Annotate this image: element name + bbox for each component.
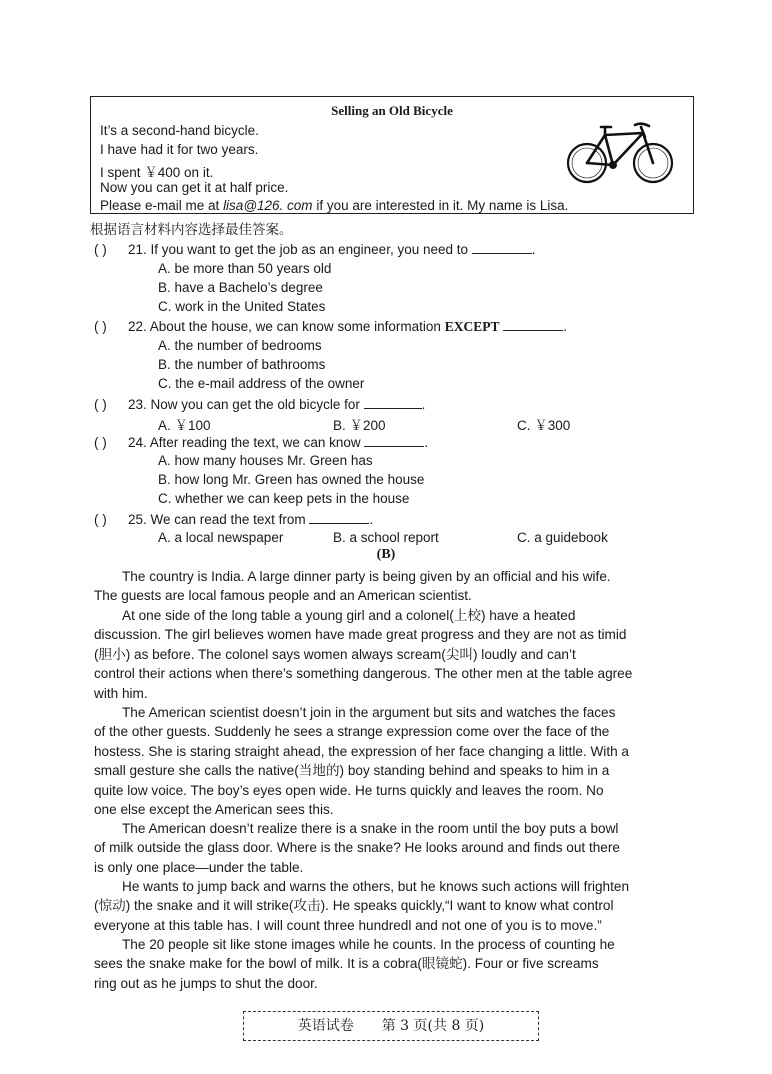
passage-line: The American scientist doesn’t join in the argument but sits and watches the faces (122, 705, 616, 720)
passage-paragraph (94, 606, 696, 703)
page-footer (243, 1011, 539, 1041)
question-23 (94, 396, 425, 412)
question-text: 23. Now you can get the old bicycle for (128, 397, 360, 412)
passage-line: ring out as he jumps to shut the door. (94, 975, 318, 991)
option-a[interactable]: A. ￥100 (158, 418, 211, 433)
answer-blank[interactable] (503, 318, 563, 331)
instruction-text: 根据语言材料内容选择最佳答案。 (90, 222, 293, 237)
passage-line: The 20 people sit like stone images while he counts. In the process of counting he (122, 937, 615, 952)
question-text: 24. After reading the text, we can know (128, 435, 361, 450)
passage-line: discussion. The girl believes women have made great progress and they are not as timid (94, 627, 627, 643)
footer-subject: 英语试卷 (297, 1018, 354, 1034)
ad-line: It’s a second-hand bicycle. (100, 123, 259, 138)
ad-line: I have had it for two years. (100, 142, 259, 157)
bicycle-ad-box (90, 96, 694, 214)
passage-line: sees the snake make for the bowl of milk. It is a cobra(眼镜蛇). Four or five screams (94, 956, 599, 972)
passage-line: The country is India. A large dinner party is being given by an official and his wife. (122, 569, 611, 584)
passage-line: At one side of the long table a young girl and a colonel(上校) have a heated (122, 608, 576, 623)
passage-line: small gesture she calls the native(当地的) boy standing behind and speaks to him in a (94, 763, 610, 779)
passage-line: (胆小) as before. The colonel says women always scream(尖叫) loudly and can’t (94, 646, 576, 662)
option-b[interactable]: B. a school report (333, 530, 439, 545)
option-a[interactable]: A. how many houses Mr. Green has (158, 453, 373, 468)
question-25 (94, 511, 373, 527)
question-text: 21. If you want to get the job as an engineer, you need to (128, 242, 468, 257)
passage-line: He wants to jump back and warns the others, but he knows such actions will frighten (122, 879, 630, 894)
passage-line: everyone at this table has. I will count three hundredl and not one of you is to move.” (94, 917, 602, 933)
question-emphasis: EXCEPT (444, 319, 500, 334)
ad-line: I spent ￥400 on it. (100, 165, 214, 180)
ad-line: Now you can get it at half price. (100, 180, 289, 195)
contact-email: lisa@126. com (223, 198, 313, 213)
footer-page-number: 第 3 页(共 8 页) (381, 1018, 485, 1034)
passage-line: one else except the American sees this. (94, 802, 334, 818)
answer-blank[interactable] (309, 511, 369, 524)
option-b[interactable]: B. have a Bachelo’s degree (158, 280, 323, 295)
option-c[interactable]: C. a guidebook (517, 530, 608, 545)
passage-line: quite low voice. The boy’s eyes open wide. He turns quickly and leaves the room. No (94, 782, 604, 798)
contact-suffix: if you are interested in it. My name is Lisa. (312, 198, 569, 213)
answer-blank[interactable] (364, 434, 424, 447)
passage-paragraph (94, 935, 696, 993)
passage-line: The guests are local famous people and an American scientist. (94, 588, 472, 604)
option-b[interactable]: B. how long Mr. Green has owned the house (158, 472, 425, 487)
option-c[interactable]: C. whether we can keep pets in the house (158, 491, 410, 506)
passage-line: of the other guests. Suddenly he sees a strange expression come over the face of the (94, 724, 610, 740)
passage-line: control their actions when there’s something dangerous. The other men at the table agree (94, 666, 633, 682)
answer-paren[interactable]: ( ) (94, 397, 107, 412)
question-22 (94, 318, 567, 335)
answer-paren[interactable]: ( ) (94, 435, 107, 450)
question-text: 25. We can read the text from (128, 512, 306, 527)
passage-paragraph (94, 819, 696, 877)
passage-line: (惊动) the snake and it will strike(攻击). He speaks quickly,“I want to know what control (94, 898, 614, 914)
option-a[interactable]: A. be more than 50 years old (158, 261, 332, 276)
question-end: . (369, 512, 374, 527)
answer-paren[interactable]: ( ) (94, 242, 107, 257)
answer-paren[interactable]: ( ) (94, 512, 107, 527)
question-end: . (563, 319, 567, 334)
option-a[interactable]: A. a local newspaper (158, 530, 284, 545)
passage-line: of milk outside the glass door. Where is the snake? He looks around and finds out there (94, 840, 620, 856)
passage-paragraph (94, 877, 696, 935)
answer-paren[interactable]: ( ) (94, 319, 107, 334)
ad-title: Selling an Old Bicycle (331, 103, 453, 118)
passage-line: The American doesn’t realize there is a snake in the room until the boy puts a bowl (122, 821, 619, 836)
contact-prefix: Please e-mail me at (100, 198, 224, 213)
section-label: (B) (376, 547, 396, 562)
ad-contact-line (100, 198, 568, 213)
passage-line: is only one place—under the table. (94, 859, 304, 875)
question-text: 22. About the house, we can know some information (128, 319, 445, 334)
bicycle-icon (565, 119, 677, 187)
passage-paragraph (94, 567, 696, 606)
option-a[interactable]: A. the number of bedrooms (158, 338, 322, 353)
question-end: . (421, 397, 426, 412)
option-c[interactable]: C. ￥300 (517, 418, 571, 433)
answer-blank[interactable] (472, 241, 532, 254)
answer-blank[interactable] (364, 396, 422, 409)
passage-line: with him. (94, 685, 148, 701)
passage-line: hostess. She is staring straight ahead, the expression of her face changing a little. With a (94, 743, 629, 759)
option-b[interactable]: B. the number of bathrooms (158, 357, 326, 372)
option-c[interactable]: C. work in the United States (158, 299, 326, 314)
question-24 (94, 434, 428, 450)
question-end: . (424, 435, 429, 450)
question-end: . (531, 242, 536, 257)
option-b[interactable]: B. ￥200 (333, 418, 386, 433)
question-21 (94, 241, 536, 257)
passage-paragraph (94, 703, 696, 819)
option-c[interactable]: C. the e-mail address of the owner (158, 376, 365, 391)
